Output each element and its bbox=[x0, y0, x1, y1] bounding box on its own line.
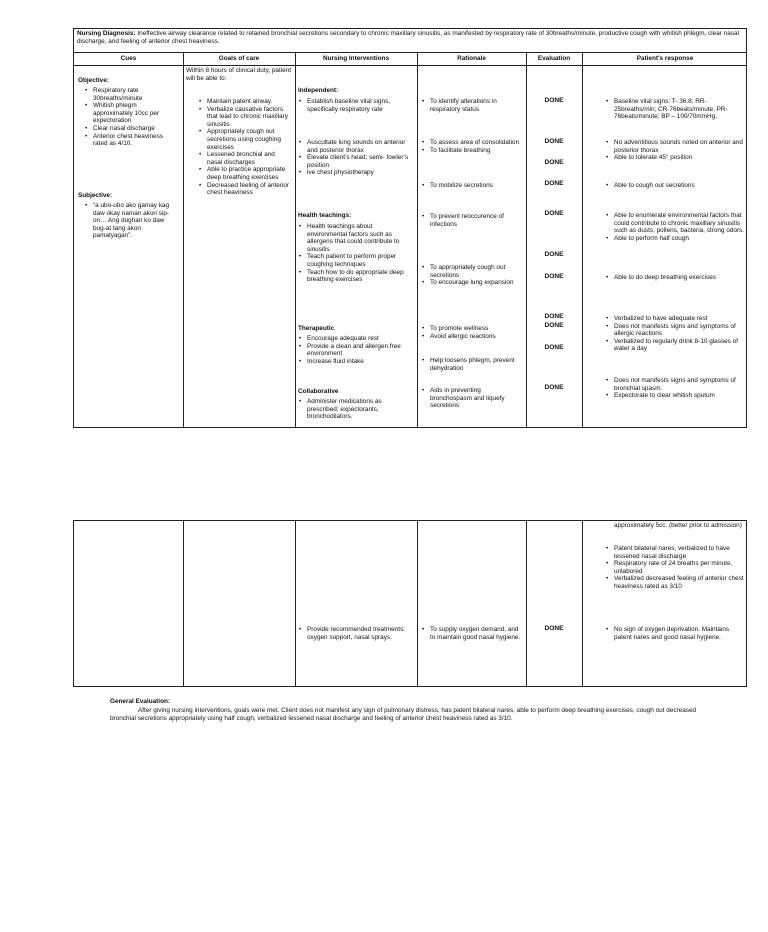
list-item: • Able to cough out secretions bbox=[605, 182, 745, 190]
list-item: • Maintain patent airway. bbox=[198, 98, 290, 106]
list-item: • Does not manifests signs and symptoms of allergic reactions bbox=[605, 323, 745, 338]
list-item: • Avoid allergic reactions bbox=[421, 333, 523, 341]
list-item: • Encourage adequate rest bbox=[298, 335, 412, 343]
general-evaluation-label: General Evaluation: bbox=[110, 698, 171, 705]
list-item: • Able to do deep breathing exercises bbox=[605, 274, 745, 282]
independent-label: Independent: bbox=[298, 87, 339, 94]
rationale-6 bbox=[421, 325, 523, 340]
header-evaluation: Evaluation bbox=[537, 55, 571, 62]
list-item: • To identify alterations in respiratory status bbox=[421, 98, 523, 113]
list-item: • No sign of oxygen deprivation. Maintains patent nares and good nasal hygiene. bbox=[605, 626, 745, 641]
list-item: • Provide recommended treatments: oxygen support, nasal sprays. bbox=[298, 626, 412, 641]
rationale-8 bbox=[421, 387, 523, 410]
therapeutic-list bbox=[298, 335, 412, 365]
evaluation-done: DONE bbox=[544, 625, 564, 632]
header-interventions: Nursing Interventions bbox=[322, 55, 390, 62]
list-item: • Health teachings about environmental factors such as allergens that could contribute to sinusitis bbox=[298, 223, 412, 253]
evaluation-done: DONE bbox=[544, 180, 564, 187]
list-item: • Provide a clean and allergen free environment bbox=[298, 343, 412, 358]
list-item: • Able to perform half cough bbox=[605, 235, 745, 243]
response-5 bbox=[605, 274, 745, 282]
health-teachings-label: Health teachings: bbox=[298, 212, 352, 219]
list-item: • To prevent reoccurence of infections bbox=[421, 213, 523, 228]
evaluation-done: DONE bbox=[544, 322, 564, 329]
list-item: • Establish baseline vital signs, specifically respiratory rate bbox=[298, 98, 412, 113]
subjective-label: Subjective: bbox=[78, 192, 113, 199]
response-1 bbox=[605, 98, 745, 121]
evaluation-done: DONE bbox=[544, 97, 564, 104]
list-item: • Clear nasal discharge bbox=[84, 125, 174, 133]
list-item: • Able to tolerate 45° position bbox=[605, 154, 745, 162]
list-item: • Increase fluid intake bbox=[298, 358, 412, 366]
list-item: • ive chest physiotherapy bbox=[298, 169, 412, 177]
list-item: • Respiratory rate 30breaths/minute bbox=[84, 87, 174, 102]
rationale-7 bbox=[421, 357, 523, 372]
response-6 bbox=[605, 315, 745, 353]
independent-item bbox=[298, 98, 412, 113]
list-item: • To supply oxygen demand, and to maintain good nasal hygiene. bbox=[421, 626, 523, 641]
rationale-4 bbox=[421, 213, 523, 228]
evaluation-done: DONE bbox=[544, 384, 564, 391]
rationale-5 bbox=[421, 264, 523, 287]
list-item: • Expectorate to clear whitish sputum bbox=[605, 392, 745, 400]
header-goals: Goals of care bbox=[218, 55, 260, 62]
list-item: • Able to practice appropriate deep breathing exercises bbox=[198, 166, 290, 181]
list-item: • To appropriately cough out secretions bbox=[421, 264, 523, 279]
list-item: • To mobilize secretions bbox=[421, 182, 523, 190]
response-page2-list bbox=[605, 545, 745, 591]
list-item: • Anterior chest heaviness rated as 4/10. bbox=[84, 133, 174, 148]
evaluation-done: DONE bbox=[544, 159, 564, 166]
list-item: • Administer medications as prescribed; expectorants, bronchodilators. bbox=[298, 398, 412, 421]
evaluation-done: DONE bbox=[544, 273, 564, 280]
rationale-2 bbox=[421, 139, 523, 154]
header-patient-response: Patient's response bbox=[636, 55, 694, 62]
list-item: • Whitish phlegm approximately 10cc per expectoration bbox=[84, 102, 174, 125]
list-item: • To encourage lung expansion bbox=[421, 279, 523, 287]
list-item: • Verbalize causative factors that lead to chronic maxillary sinusitis bbox=[198, 106, 290, 129]
evaluation-done: DONE bbox=[544, 138, 564, 145]
evaluation-done: DONE bbox=[544, 251, 564, 258]
collaborative-label: Collaborative bbox=[298, 388, 339, 395]
response-4 bbox=[605, 212, 745, 242]
list-item: • Patent bilateral nares, verbalized to have lessened nasal discharge bbox=[605, 545, 745, 560]
list-item: • To assess area of consolidation bbox=[421, 139, 523, 147]
care-plan-table-2 bbox=[73, 520, 747, 687]
response-7 bbox=[605, 377, 745, 400]
list-item: • Lessened bronchial and nasal discharges bbox=[198, 151, 290, 166]
health-teachings-list bbox=[298, 223, 412, 284]
diagnosis-label: Nursing Diagnosis: bbox=[77, 30, 136, 37]
list-item: • Aids in preventing bronchospasm and liquefy secretions bbox=[421, 387, 523, 410]
diagnosis-text: Ineffective airway clearance related to retained bronchial secretions secondary to chronic maxillary sinusitis, as manifested by respiratory rate of 30breaths/minute, productive cough with whitish phlegm, clear nasal discharge, and feeling of anterior chest heaviness. bbox=[77, 30, 739, 45]
care-plan-table-1 bbox=[73, 28, 747, 428]
rationale-1 bbox=[421, 98, 523, 113]
subjective-list bbox=[84, 202, 174, 240]
list-item: • Elevate client’s head; semi- fowler’s position bbox=[298, 154, 412, 169]
collaborative-list bbox=[298, 398, 412, 421]
list-item: • Verbalized decreased feeling of anterior chest heaviness rated as 3/10 bbox=[605, 575, 745, 590]
goals-intro: Within 8 hours of clinical duty, patient will be able to: bbox=[186, 67, 292, 82]
list-item: • Respiratory rate of 24 breaths per minute, unlabored. bbox=[605, 560, 745, 575]
header-rationale: Rationale bbox=[457, 55, 486, 62]
independent-items bbox=[298, 139, 412, 177]
header-cues: Cues bbox=[120, 55, 137, 62]
response-continued: approximately 5cc. (better prior to admission) bbox=[614, 522, 742, 529]
list-item: • No adventitious sounds noted on anterior and posterior thorax bbox=[605, 139, 745, 154]
list-item: • Verbalized to regularly drink 8-10 glasses of water a day bbox=[605, 338, 745, 353]
list-item: • To promote wellness bbox=[421, 325, 523, 333]
therapeutic-label: Therapeutic bbox=[298, 325, 335, 332]
list-item: • Baseline vital signs: T- 36.8; RR- 25breaths/min; CR-76beats/minute; PR-76beats/minute; BP – 100/70mmHg. bbox=[605, 98, 745, 121]
list-item: • To facilitate breathing bbox=[421, 147, 523, 155]
list-item: • Teach how to do appropriate deep breathing exercises bbox=[298, 269, 412, 284]
list-item: • Does not manifests signs and symptoms of bronchial spasm. bbox=[605, 377, 745, 392]
general-evaluation-text: After giving nursing interventions, goals were met. Client does not manifest any sign of pulmonary distress, has patent bilateral nares, able to perform deep breathing exercises, cough out decreased bronchial secretions appropriately using half cough, verbalized lessened nasal discharge and feeling of anterior chest heaviness rated as 3/10. bbox=[110, 707, 697, 722]
list-item: • “a ubo-ubo ako gamay kag daw okay naman akon sip-on… Ang dughan ko daw bug-at tang akon pamatyagan”. bbox=[84, 202, 174, 240]
evaluation-done: DONE bbox=[544, 210, 564, 217]
intervention-page2 bbox=[298, 626, 412, 641]
list-item: • Appropriately cough out secretions using coughing exercises bbox=[198, 128, 290, 151]
objective-list bbox=[84, 87, 174, 148]
goals-list bbox=[198, 98, 290, 197]
objective-label: Objective: bbox=[78, 77, 109, 84]
list-item: • Auscultate lung sounds on anterior and posterior thorax bbox=[298, 139, 412, 154]
rationale-page2 bbox=[421, 626, 523, 641]
list-item: • Able to enumerate environmental factors that could contribute to chronic maxillary sinusitis such as dusts, pollens, bacteria, strong odors. bbox=[605, 212, 745, 235]
rationale-3 bbox=[421, 182, 523, 190]
response-3 bbox=[605, 182, 745, 190]
response-page2-last bbox=[605, 626, 745, 641]
list-item: • Help loosens phlegm, prevent dehydration bbox=[421, 357, 523, 372]
list-item: • Decreased feeling of anterior chest heaviness bbox=[198, 182, 290, 197]
evaluation-done: DONE bbox=[544, 313, 564, 320]
list-item: • Verbalized to have adequate rest bbox=[605, 315, 745, 323]
list-item: • Teach patient to perform proper coughing techniques bbox=[298, 253, 412, 268]
response-2 bbox=[605, 139, 745, 162]
evaluation-done: DONE bbox=[544, 344, 564, 351]
nursing-diagnosis bbox=[77, 30, 742, 45]
